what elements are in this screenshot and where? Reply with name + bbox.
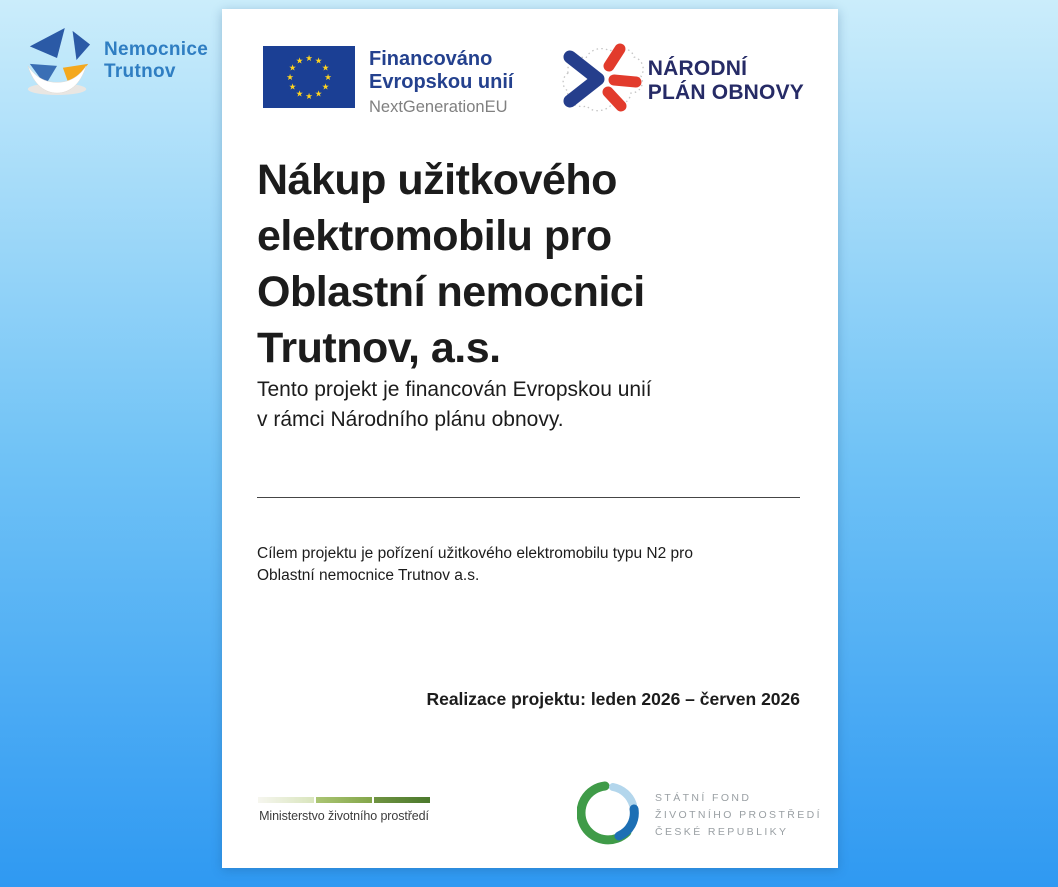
nextgeneration-eu-label: NextGenerationEU bbox=[369, 98, 508, 116]
npo-symbol-icon bbox=[558, 39, 646, 122]
project-title: Nákup užitkového elektromobilu pro Oblastní nemocnici Trutnov, a.s. bbox=[257, 156, 645, 372]
eu-flag-icon bbox=[263, 46, 355, 117]
national-recovery-plan-logo bbox=[558, 39, 804, 122]
funding-logos-row bbox=[263, 46, 804, 122]
hospital-name-line1: Nemocnice bbox=[104, 39, 209, 60]
project-card bbox=[222, 9, 838, 868]
sfzp-swirl-icon bbox=[577, 781, 641, 850]
svg-text:★: ★ bbox=[286, 73, 294, 83]
svg-text:★: ★ bbox=[295, 89, 304, 100]
state-environmental-fund-label: STÁTNÍ FOND ŽIVOTNÍHO PROSTŘEDÍ ČESKÉ REPUBLIKY bbox=[655, 792, 822, 838]
eu-funding-logo bbox=[263, 46, 513, 117]
npo-line1: NÁRODNÍ bbox=[647, 56, 748, 80]
ministry-bar-segment-medium bbox=[316, 797, 372, 803]
hospital-name-line2: Trutnov bbox=[104, 61, 176, 82]
ministry-environment-label: Ministerstvo životního prostředí bbox=[259, 809, 429, 823]
ministry-gradient-bar-icon bbox=[258, 797, 430, 803]
eu-funding-line1: Financováno bbox=[369, 48, 493, 70]
svg-text:★: ★ bbox=[314, 56, 323, 67]
npo-wordmark bbox=[648, 57, 804, 105]
eu-funding-text bbox=[369, 48, 513, 117]
hospital-cross-sail-icon bbox=[24, 22, 92, 103]
svg-text:★: ★ bbox=[288, 63, 297, 74]
eu-funding-line2: Evropskou unií bbox=[369, 71, 514, 93]
svg-text:★: ★ bbox=[321, 63, 330, 74]
svg-text:★: ★ bbox=[314, 89, 323, 100]
ministry-environment-logo bbox=[258, 797, 430, 823]
hospital-name bbox=[104, 39, 208, 103]
svg-text:★: ★ bbox=[288, 82, 297, 93]
ministry-bar-segment-light bbox=[258, 797, 314, 803]
project-subtitle: Tento projekt je financován Evropskou unií v rámci Národního plánu obnovy. bbox=[257, 378, 652, 431]
project-realization-dates: Realizace projektu: leden 2026 – červen 2026 bbox=[426, 689, 800, 709]
state-environmental-fund-logo bbox=[577, 781, 822, 850]
horizontal-divider bbox=[257, 497, 800, 498]
project-objective: Cílem projektu je pořízení užitkového elektromobilu typu N2 pro Oblastní nemocnice Trutnov a.s. bbox=[257, 545, 693, 584]
npo-line2: PLÁN OBNOVY bbox=[647, 80, 804, 104]
svg-text:★: ★ bbox=[321, 82, 330, 93]
svg-text:★: ★ bbox=[324, 73, 332, 83]
svg-text:★: ★ bbox=[305, 54, 313, 64]
svg-text:★: ★ bbox=[295, 56, 304, 67]
svg-text:★: ★ bbox=[305, 92, 313, 102]
ministry-bar-segment-dark bbox=[374, 797, 430, 803]
hospital-logo bbox=[24, 22, 208, 103]
